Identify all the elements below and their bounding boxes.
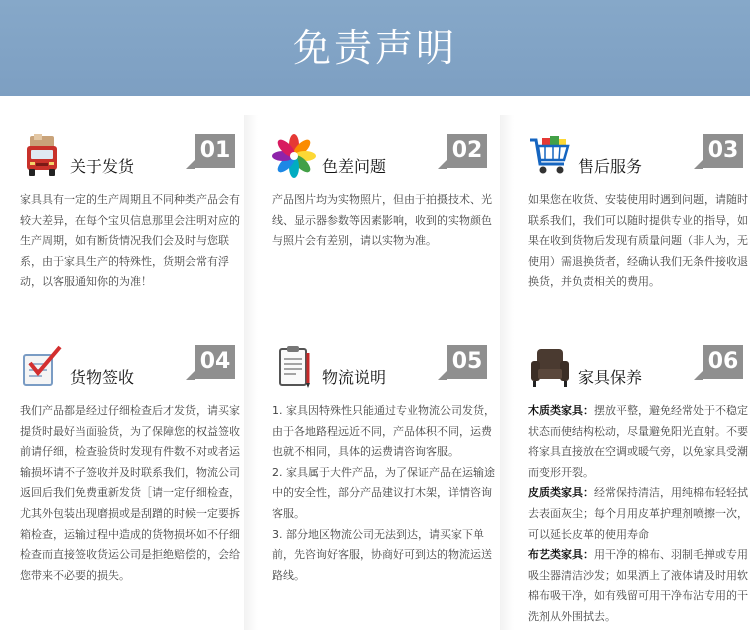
care-section-leather: [528, 483, 750, 545]
card-body: 家具具有一定的生产周期且不同种类产品会有较大差异，在每个宝贝信息那里会注明对应的生产周期，如有断货情况我们会及时与您联系，由于家具生产的特殊性，货期会常有浮动，以客服通知你的为准！: [20, 193, 240, 289]
paragraph: 2. 家具属于大件产品，为了保证产品在运输途中的安全性，部分产品建议打木架，详情咨询客服。: [272, 465, 495, 520]
card-title: 物流说明: [322, 368, 387, 387]
column-divider: [244, 340, 258, 630]
shopping-cart-icon: [528, 134, 572, 178]
card-body: 如果您在收货、安装使用时遇到问题，请随时联系我们，我们可以随时提供专业的指导，如果在收到货物后发现有质量问题（非人为，无使用）需退换货者，经确认我们无条件接收退换货，并负责相关的费用。: [528, 193, 748, 289]
section-label: 木质类家具：: [528, 404, 594, 417]
column-divider: [500, 115, 514, 340]
card-body: [528, 401, 750, 628]
care-section-fabric: [528, 545, 750, 627]
card-shipping: [20, 134, 245, 293]
paragraph: 3. 部分地区物流公司无法到达，请买家下单前，先咨询好客服，协商好可到达的物流运送路线。: [272, 527, 492, 582]
card-body: [272, 401, 497, 586]
armchair-icon: [528, 345, 572, 389]
card-after-sales: [528, 134, 750, 293]
card-furniture-care: [528, 345, 750, 628]
delivery-truck-icon: [20, 134, 64, 178]
section-text: 摆放平整，避免经常处于不稳定状态而使结构松动，尽量避免阳光直射。不要将家具直接放在空调或暖气旁，以免家具受潮而变形开裂。: [528, 404, 748, 479]
card-logistics: [272, 345, 497, 586]
card-number: 03: [703, 134, 743, 168]
card-title: 货物签收: [70, 368, 135, 387]
page-title: 免责声明: [292, 26, 457, 70]
card-number: 02: [447, 134, 487, 168]
card-title: 售后服务: [578, 157, 643, 176]
section-text: 经常保持清洁，用纯棉布轻轻拭去表面灰尘；每个月用皮革护理剂喷擦一次，可以延长皮革的使用寿命: [528, 486, 748, 541]
column-divider: [244, 115, 258, 340]
card-color-difference: [272, 134, 497, 252]
card-receipt: [20, 345, 245, 586]
card-title: 家具保养: [578, 368, 643, 387]
card-number: 04: [195, 345, 235, 379]
card-title: 色差问题: [322, 157, 387, 176]
checklist-icon: [20, 345, 64, 389]
card-number: 01: [195, 134, 235, 168]
card-title: 关于发货: [70, 157, 135, 176]
color-wheel-icon: [272, 134, 316, 178]
column-divider: [500, 340, 514, 630]
paragraph: 1. 家具因特殊性只能通过专业物流公司发货，由于各地路程远近不同，产品体积不同，运费也就不相同，具体的运费请咨询客服。: [272, 404, 495, 459]
care-section-wood: [528, 401, 750, 483]
clipboard-icon: [272, 345, 316, 389]
card-body: 我们产品都是经过仔细检查后才发货，请买家提货时最好当面验货，为了保障您的权益签收前请仔细，检查验货时发现有件数不对或者运输损坏请不子签收并及时联系我们，物流公司返回后我们免费重新发货［请一定仔细检查，尤其外包装出现磨损或是刮蹭的时候一定要拆箱检查，运输过程中造成的货物损坏如不仔细检查而直接签收货运公司是拒绝赔偿的，会给您带来不必要的损失。: [20, 404, 240, 582]
card-number: 06: [703, 345, 743, 379]
card-number: 05: [447, 345, 487, 379]
section-text: 用干净的棉布、羽制毛掸或专用吸尘器清洁沙发；如果洒上了液体请及时用软棉布吸干净，如有残留可用干净布沾专用的干洗剂从外围拭去。: [528, 548, 748, 623]
section-label: 布艺类家具：: [528, 548, 594, 562]
card-body: 产品图片均为实物照片，但由于拍摄技术、光线、显示器参数等因素影响，收到的实物颜色与照片会有差别，请以实物为准。: [272, 193, 492, 248]
section-label: 皮质类家具：: [528, 486, 594, 500]
